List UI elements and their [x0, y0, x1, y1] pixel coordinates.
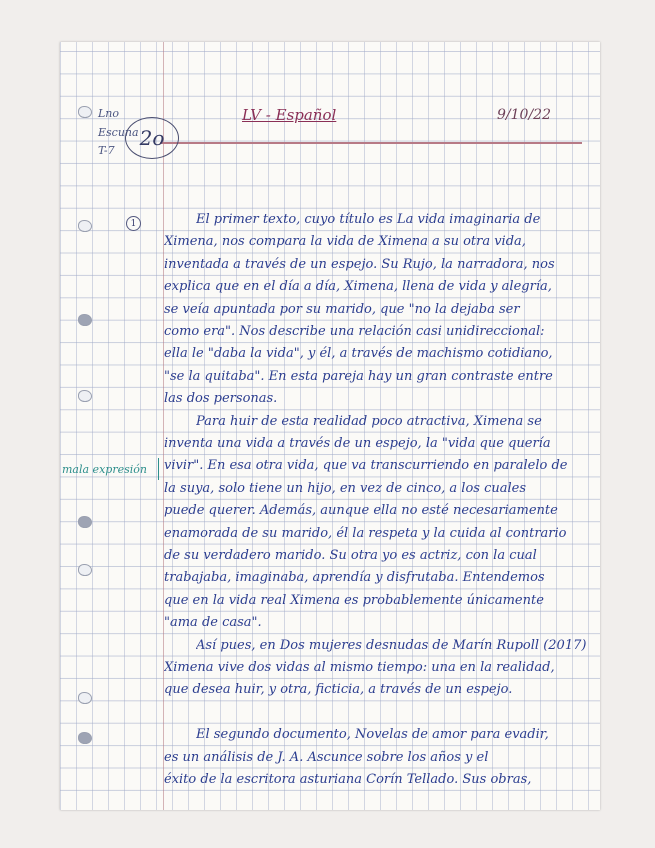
paragraph-number: 1 — [126, 216, 141, 231]
text-line: Ximena vive dos vidas al mismo tiempo: una en la realidad, — [164, 660, 555, 675]
binder-hole — [78, 390, 92, 402]
grade-mark: 2o — [125, 117, 179, 159]
text-line: explica que en el día a día, Ximena, llena de vida y alegría, — [164, 279, 552, 295]
text-line: éxito de la escritora asturiana Corín Tellado. Sus obras, — [164, 772, 532, 787]
page-title: LV - Español — [242, 106, 337, 124]
text-line: vivir". En esa otra vida, que va transcurriendo en paralelo de — [164, 458, 568, 474]
text-line: Así pues, en Dos mujeres desnudas de Marín Rupoll (2017) — [196, 637, 587, 653]
binder-hole — [78, 106, 92, 118]
text-line: es un análisis de J. A. Ascunce sobre los años y el — [164, 749, 489, 765]
binder-hole — [78, 732, 92, 744]
text-line: Ximena, nos compara la vida de Ximena a su otra vida, — [164, 234, 526, 250]
teacher-annotation: mala expresión — [62, 463, 147, 476]
text-line: inventa una vida a través de un espejo, la "vida que quería — [164, 436, 551, 451]
margin-note-3: T-7 — [98, 144, 115, 157]
text-line: que desea huir, y otra, ficticia, a través de un espejo. — [164, 682, 513, 698]
binder-hole — [78, 564, 92, 576]
text-line: se veía apuntada por su marido, que "no la dejaba ser — [164, 301, 520, 317]
text-line: "se la quitaba". En esta pareja hay un gran contraste entre — [164, 368, 553, 384]
binder-hole — [78, 220, 92, 232]
page-date: 9/10/22 — [497, 107, 551, 123]
text-line: como era". Nos describe una relación casi unidireccional: — [164, 324, 545, 339]
text-line: enamorada de su marido, él la respeta y la cuida al contrario — [164, 525, 567, 541]
text-line: trabajaba, imaginaba, aprendía y disfrutaba. Entendemos — [164, 570, 545, 586]
text-line: El segundo documento, Novelas de amor para evadir, — [196, 727, 549, 743]
binder-hole — [78, 516, 92, 528]
margin-note-2: Escuna — [98, 126, 139, 139]
text-line: inventada a través de un espejo. Su Rujo, la narradora, nos — [164, 256, 555, 272]
binder-hole — [78, 692, 92, 704]
text-line — [164, 701, 596, 724]
text-line: las dos personas. — [164, 391, 278, 407]
binder-hole — [78, 314, 92, 326]
text-line: de su verdadero marido. Su otra yo es actriz, con la cual — [164, 548, 537, 563]
text-line: puede querer. Además, aunque ella no esté necesariamente — [164, 503, 558, 519]
text-line: Para huir de esta realidad poco atractiva, Ximena se — [196, 413, 542, 429]
text-line: que en la vida real Ximena es probablemente únicamente — [164, 592, 544, 608]
text-line: la suya, solo tiene un hijo, en vez de cinco, a los cuales — [164, 480, 527, 496]
text-line: El primer texto, cuyo título es La vida imaginaria de — [196, 212, 541, 227]
text-line: ella le "daba la vida", y él, a través de machismo cotidiano, — [164, 346, 553, 362]
margin-note-1: Lno — [98, 107, 120, 120]
text-line: "ama de casa". — [164, 615, 262, 631]
header-rule — [160, 142, 582, 144]
